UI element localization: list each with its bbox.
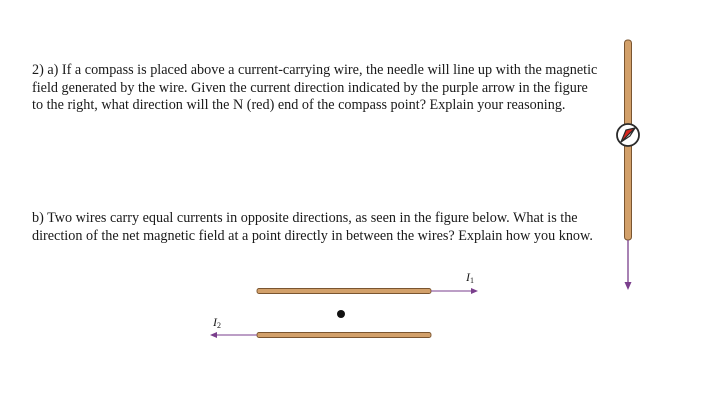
top-wire xyxy=(257,289,431,294)
label-i1: $I_1$ xyxy=(466,270,474,285)
question-b-text: b) Two wires carry equal currents in opposite directions, as seen in the figure below. What is the direction of the net magnetic field at a point directly in between the wires? Explain how you know. xyxy=(32,210,593,244)
midpoint-dot xyxy=(337,310,345,318)
question-a-text: 2) a) If a compass is placed above a current-carrying wire, the needle will line up with the magnetic field generated by the wire. Given the current direction indicated by the purple arrow in the figure to the right, what direction will the N (red) end of the compass point? Explain your reasoning. xyxy=(32,62,598,114)
i2-arrow-head xyxy=(210,332,217,338)
bottom-wire xyxy=(257,333,431,338)
label-i2: $I_2$ xyxy=(213,315,221,330)
i1-arrow-head xyxy=(471,288,478,294)
